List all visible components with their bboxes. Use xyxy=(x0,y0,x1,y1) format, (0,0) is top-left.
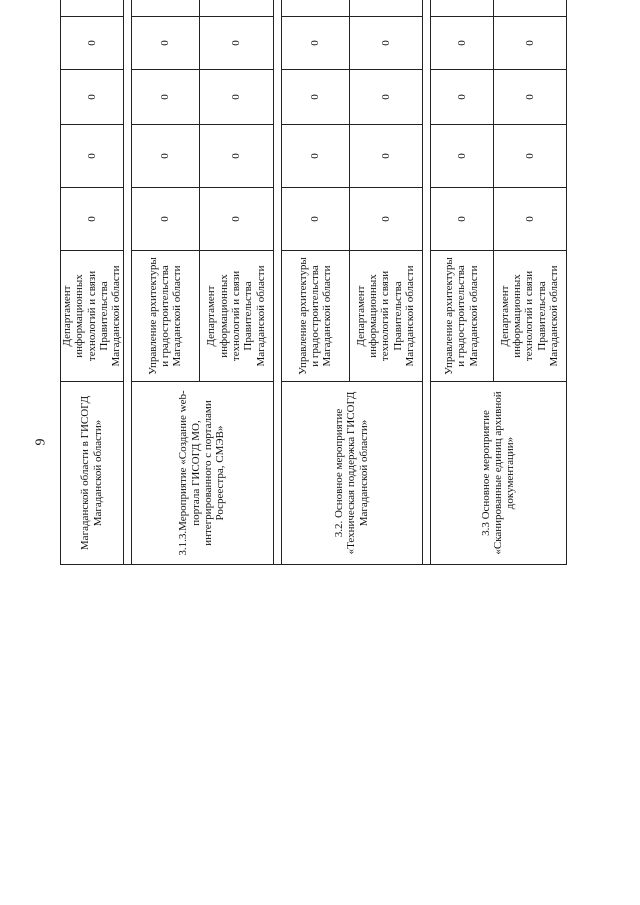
page-number: 9 xyxy=(33,438,49,446)
value-cell: 0 xyxy=(131,188,199,251)
executor-cell: Департамент информационных технологий и связи Правительства Магаданской области xyxy=(349,251,422,382)
value-cell: 0 xyxy=(493,125,566,188)
executor-cell: Управление архитектуры и градостроительства Магаданской области xyxy=(281,251,349,382)
value-cell: 0 xyxy=(349,17,422,70)
executor-cell: Управление архитектуры и градостроительства Магаданской области xyxy=(131,251,199,382)
value-cell: 0 xyxy=(199,125,273,188)
executor-cell: Департамент информационных технологий и связи Правительства Магаданской области xyxy=(61,251,124,382)
value-cell: 0 xyxy=(493,17,566,70)
value-cell xyxy=(131,0,199,17)
value-cell: 0 xyxy=(61,17,124,70)
measure-name-cell: 3.3 Основное мероприятие «Сканированные единиц архивной документации» xyxy=(430,382,566,565)
value-cell: 0 xyxy=(430,188,493,251)
value-cell xyxy=(430,0,493,17)
value-cell: 0 xyxy=(199,17,273,70)
value-cell: 0 xyxy=(199,188,273,251)
table-row xyxy=(131,0,199,565)
value-cell: 0 xyxy=(430,125,493,188)
value-cell xyxy=(493,0,566,17)
executor-cell: Управление архитектуры и градостроительства Магаданской области xyxy=(430,251,493,382)
value-cell: 0 xyxy=(199,70,273,125)
measure-name-cell: 3.2. Основное мероприятие «Техническая поддержка ГИСОГД Магаданской области» xyxy=(281,382,422,565)
group-gap xyxy=(273,0,281,565)
value-cell xyxy=(199,0,273,17)
measure-name-cell: 3.1.3.Мероприятие «Создание web-портала ГИСОГД МО, интегрированного с порталами Росреестра, СМЭВ» xyxy=(131,382,273,565)
rotated-table-area xyxy=(60,40,565,822)
value-cell: 0 xyxy=(61,70,124,125)
value-cell: 0 xyxy=(281,70,349,125)
table-row xyxy=(281,0,349,565)
value-cell: 0 xyxy=(61,125,124,188)
value-cell: 0 xyxy=(493,70,566,125)
value-cell xyxy=(281,0,349,17)
value-cell: 0 xyxy=(493,188,566,251)
value-cell: 0 xyxy=(349,70,422,125)
measure-name-cell: Магаданской области в ГИСОГД Магаданской области» xyxy=(61,382,124,565)
value-cell: 0 xyxy=(61,188,124,251)
executor-cell: Департамент информационных технологий и связи Правительства Магаданской области xyxy=(493,251,566,382)
program-table xyxy=(60,0,567,565)
value-cell: 0 xyxy=(349,125,422,188)
table-row xyxy=(61,0,124,565)
value-cell: 0 xyxy=(281,188,349,251)
value-cell: 0 xyxy=(281,17,349,70)
table-row xyxy=(430,0,493,565)
value-cell xyxy=(61,0,124,17)
value-cell: 0 xyxy=(349,188,422,251)
value-cell: 0 xyxy=(131,70,199,125)
value-cell: 0 xyxy=(430,17,493,70)
value-cell: 0 xyxy=(281,125,349,188)
value-cell: 0 xyxy=(430,70,493,125)
group-gap xyxy=(123,0,131,565)
value-cell: 0 xyxy=(131,17,199,70)
value-cell: 0 xyxy=(131,125,199,188)
group-gap xyxy=(422,0,430,565)
value-cell xyxy=(349,0,422,17)
executor-cell: Департамент информационных технологий и связи Правительства Магаданской области xyxy=(199,251,273,382)
